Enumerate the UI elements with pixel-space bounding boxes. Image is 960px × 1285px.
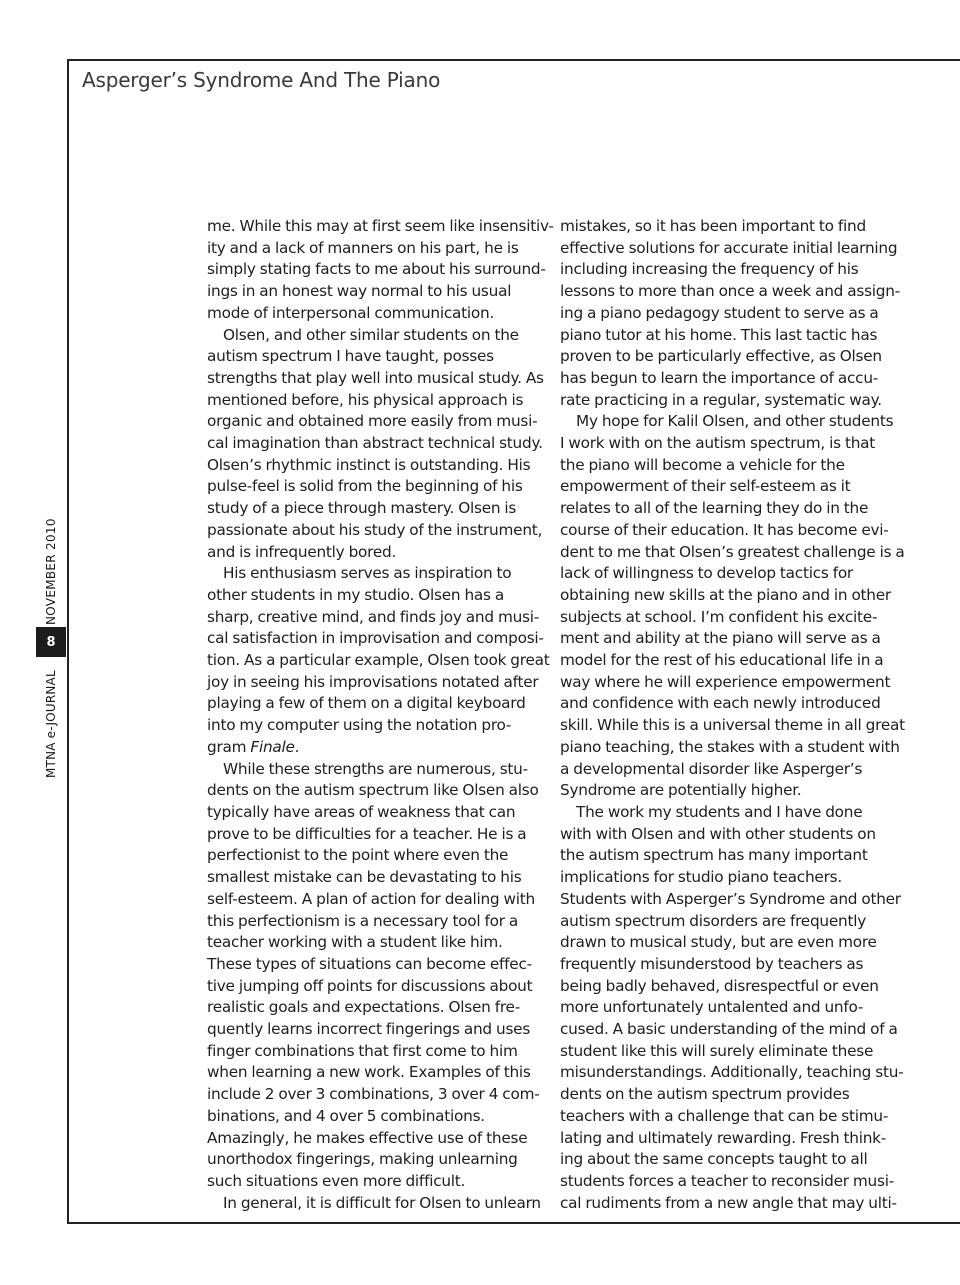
text-line: quently learns incorrect fingerings and uses: [207, 1020, 531, 1039]
text-line: pulse-feel is solid from the beginning of his: [207, 477, 523, 496]
text-line: student like this will surely eliminate these: [560, 1041, 874, 1060]
text-line: His enthusiasm serves as inspiration to: [223, 564, 512, 583]
text-line: include 2 over 3 combinations, 3 over 4 com-: [207, 1085, 540, 1104]
text-line: proven to be particularly effective, as Olsen: [560, 347, 882, 366]
text-line: study of a piece through mastery. Olsen is: [207, 499, 517, 518]
text-line: binations, and 4 over 5 combinations.: [207, 1106, 485, 1125]
text-line: Olsen’s rhythmic instinct is outstanding. His: [207, 455, 531, 474]
text-line: this perfectionism is a necessary tool for a: [207, 911, 519, 930]
paragraph: [207, 216, 554, 325]
text-line: the piano will become a vehicle for the: [560, 455, 845, 474]
text-line: and confidence with each newly introduced: [560, 694, 881, 713]
text-line: course of their education. It has become evi-: [560, 520, 889, 539]
issue-date: NOVEMBER 2010: [44, 518, 58, 625]
text-line: perfectionist to the point where even the: [207, 846, 509, 865]
text-line: [207, 737, 547, 759]
text-line: mentioned before, his physical approach is: [207, 390, 524, 409]
text-line: way where he will experience empowerment: [560, 672, 891, 691]
left-column: [207, 216, 554, 1214]
text-line: and is infrequently bored.: [207, 542, 397, 561]
text-line: implications for studio piano teachers.: [560, 868, 842, 887]
text-line: ings in an honest way normal to his usual: [207, 282, 512, 301]
text-line: I work with on the autism spectrum, is that: [560, 434, 876, 453]
text-fragment: gram: [207, 737, 251, 756]
text-line: Olsen, and other similar students on the: [223, 325, 519, 344]
text-line: such situations even more difficult.: [207, 1171, 466, 1190]
text-line: self-esteem. A plan of action for dealing with: [207, 889, 535, 908]
journal-name: MTNA e-JOURNAL: [44, 670, 58, 778]
text-line: students forces a teacher to reconsider musi-: [560, 1171, 894, 1190]
text-line: relates to all of the learning they do in the: [560, 499, 869, 518]
text-line: lessons to more than once a week and assign-: [560, 282, 900, 301]
text-line: cal imagination than abstract technical study.: [207, 434, 543, 453]
text-line: sharp, creative mind, and finds joy and musi-: [207, 607, 540, 626]
text-line: with with Olsen and with other students on: [560, 824, 876, 843]
text-line: finger combinations that first come to him: [207, 1041, 518, 1060]
text-line: ment and ability at the piano will serve as a: [560, 629, 881, 648]
text-line: While these strengths are numerous, stu-: [223, 759, 528, 778]
running-title: Asperger’s Syndrome And The Piano: [82, 68, 441, 92]
text-line: The work my students and I have done: [576, 802, 863, 821]
text-line: dent to me that Olsen’s greatest challenge is a: [560, 542, 905, 561]
text-line: passionate about his study of the instrument,: [207, 520, 543, 539]
text-line: In general, it is difficult for Olsen to unlearn: [223, 1193, 541, 1212]
text-line: misunderstandings. Additionally, teaching stu-: [560, 1063, 904, 1082]
text-line: tive jumping off points for discussions about: [207, 976, 533, 995]
text-line: ity and a lack of manners on his part, he is: [207, 238, 519, 257]
text-line: mistakes, so it has been important to find: [560, 217, 866, 235]
paragraph: [207, 346, 547, 563]
text-line: cused. A basic understanding of the mind of a: [560, 1020, 898, 1039]
text-line: cal satisfaction in improvisation and composi-: [207, 629, 544, 648]
right-column: [560, 216, 905, 1214]
page-number: [36, 627, 66, 657]
text-line: cal rudiments from a new angle that may ulti-: [560, 1193, 897, 1212]
text-line: dents on the autism spectrum provides: [560, 1085, 850, 1104]
text-line: drawn to musical study, but are even more: [560, 933, 877, 952]
text-line: dents on the autism spectrum like Olsen also: [207, 781, 539, 800]
text-line: frequently misunderstood by teachers as: [560, 954, 864, 973]
paragraph: [560, 411, 900, 433]
text-line: the autism spectrum has many important: [560, 846, 868, 865]
paragraph: [207, 780, 547, 1192]
text-line: including increasing the frequency of his: [560, 260, 859, 279]
paragraph: [560, 216, 900, 411]
text-line: strengths that play well into musical study. As: [207, 368, 544, 387]
text-line: typically have areas of weakness that can: [207, 802, 516, 821]
text-fragment: .: [294, 737, 300, 756]
text-line: Syndrome are potentially higher.: [560, 781, 802, 800]
paragraph: [207, 325, 547, 347]
text-line: My hope for Kalil Olsen, and other students: [576, 412, 894, 431]
text-line: a developmental disorder like Asperger’s: [560, 759, 863, 778]
text-line: teacher working with a student like him.: [207, 933, 503, 952]
text-line: me. While this may at first seem like insensitiv-: [207, 217, 554, 235]
text-line: playing a few of them on a digital keyboard: [207, 694, 526, 713]
paragraph: [207, 1193, 547, 1215]
text-line: has begun to learn the importance of accu-: [560, 368, 879, 387]
text-line: mode of interpersonal communication.: [207, 303, 495, 322]
text-line: piano tutor at his home. This last tactic has: [560, 325, 878, 344]
text-line: Students with Asperger’s Syndrome and other: [560, 889, 901, 908]
text-line: model for the rest of his educational life in a: [560, 651, 884, 670]
paragraph: [560, 802, 900, 824]
paragraph: [560, 433, 905, 802]
text-line: ing about the same concepts taught to all: [560, 1150, 868, 1169]
text-line: lating and ultimately rewarding. Fresh think-: [560, 1128, 887, 1147]
text-line: realistic goals and expectations. Olsen fre-: [207, 998, 520, 1017]
text-line: piano teaching, the stakes with a student with: [560, 737, 900, 756]
paragraph: [207, 759, 547, 781]
text-line: joy in seeing his improvisations notated after: [207, 672, 539, 691]
text-line: unorthodox fingerings, making unlearning: [207, 1150, 518, 1169]
text-line: organic and obtained more easily from musi-: [207, 412, 538, 431]
text-line: smallest mistake can be devastating to his: [207, 868, 522, 887]
text-line: skill. While this is a universal theme in all great: [560, 716, 905, 735]
text-line: autism spectrum I have taught, posses: [207, 347, 494, 366]
text-line: tion. As a particular example, Olsen took great: [207, 651, 550, 670]
text-line: Amazingly, he makes effective use of these: [207, 1128, 528, 1147]
text-line: teachers with a challenge that can be stimu-: [560, 1106, 889, 1125]
text-line: rate practicing in a regular, systematic way.: [560, 390, 882, 409]
text-line: when learning a new work. Examples of this: [207, 1063, 531, 1082]
text-line: prove to be difficulties for a teacher. He is a: [207, 824, 527, 843]
text-line: being badly behaved, disrespectful or even: [560, 976, 879, 995]
paragraph: [207, 585, 550, 759]
text-line: more unfortunately untalented and unfo-: [560, 998, 864, 1017]
text-line: other students in my studio. Olsen has a: [207, 585, 504, 604]
text-line: lack of willingness to develop tactics for: [560, 564, 853, 583]
paragraph: [560, 824, 904, 1215]
text-line: These types of situations can become effec-: [207, 954, 532, 973]
text-line: into my computer using the notation pro-: [207, 716, 512, 735]
text-line: ing a piano pedagogy student to serve as a: [560, 303, 879, 322]
text-line: simply stating facts to me about his surround-: [207, 260, 546, 279]
text-line: effective solutions for accurate initial learning: [560, 238, 898, 257]
page-number-text: 8: [46, 634, 56, 650]
text-line: autism spectrum disorders are frequently: [560, 911, 867, 930]
paragraph: [207, 563, 547, 585]
software-title: Finale: [250, 737, 295, 756]
text-line: subjects at school. I’m confident his excite-: [560, 607, 878, 626]
text-line: empowerment of their self-esteem as it: [560, 477, 851, 496]
text-line: obtaining new skills at the piano and in other: [560, 585, 891, 604]
